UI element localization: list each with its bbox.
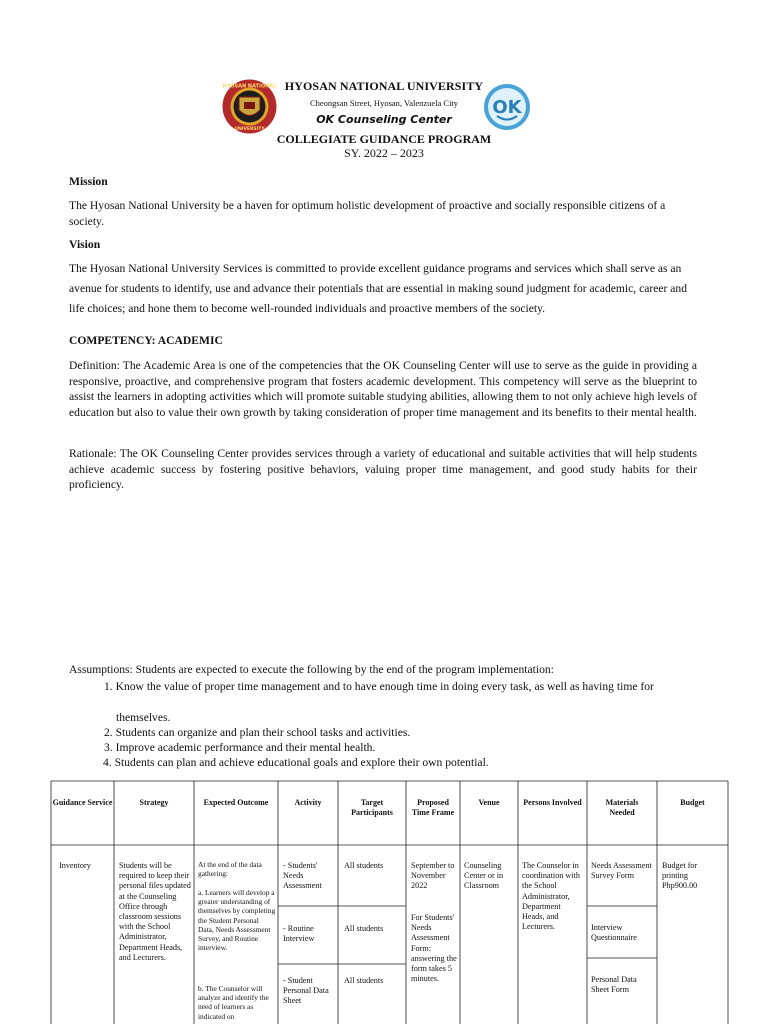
assumption-item-1-cont: themselves. xyxy=(116,711,171,724)
cell-guidance-service: Inventory xyxy=(59,861,91,870)
mission-heading: Mission xyxy=(69,175,108,188)
col-header-activity: Activity xyxy=(294,798,322,807)
col-header-target-participants: Target Participants xyxy=(351,798,393,817)
cell-participants-3: All students xyxy=(344,976,384,985)
col-header-time-frame: Proposed Time Frame xyxy=(411,798,455,817)
cell-activity-1: - Students' Needs Assessment xyxy=(283,861,322,891)
cell-activity-3: - Student Personal Data Sheet xyxy=(283,976,329,1006)
svg-text:HYOSAN NATIONAL: HYOSAN NATIONAL xyxy=(222,83,277,90)
center-name: OK Counseling Center xyxy=(316,113,452,126)
school-year: SY. 2022 – 2023 xyxy=(344,146,424,160)
col-header-budget: Budget xyxy=(680,798,705,807)
university-address: Cheongsan Street, Hyosan, Valenzuela City xyxy=(309,98,459,108)
assumption-item-1: 1. Know the value of proper time management and to have enough time in doing every task, as well as having time for xyxy=(104,680,654,693)
cell-strategy: Students will be required to keep their personal files updated at the Counseling Office through classroom sessions with the School Administrator, Department Heads, and Lecturers. xyxy=(119,861,191,962)
col-header-expected-outcome: Expected Outcome xyxy=(203,798,269,807)
svg-text:OK: OK xyxy=(492,97,522,118)
cell-participants-1: All students xyxy=(344,861,384,870)
cell-time-frame-note: For Students' Needs Assessment Form: answering the form takes 5 minutes. xyxy=(411,913,457,984)
cell-venue: Counseling Center or in Classroom xyxy=(464,861,504,891)
cell-outcome-intro: At the end of the data gathering: xyxy=(198,860,262,879)
vision-text: The Hyosan National University Services is committed to provide excellent guidance programs and services which shall serve as an avenue for students to identify, use and advance their potentials that are essential in making sound judgment for academic, career and life choices; and hone them to become well-rounded individuals and proactive members of the society. xyxy=(69,262,688,315)
cell-budget: Budget for printing Php900.00 xyxy=(662,861,698,891)
cell-time-frame: September to November 2022 xyxy=(411,861,455,891)
cell-materials-3: Personal Data Sheet Form xyxy=(591,975,637,995)
cell-activity-2: - Routine Interview xyxy=(283,924,315,944)
assumptions-intro: Assumptions: Students are expected to execute the following by the end of the program implementation: xyxy=(69,663,554,676)
assumption-item-3: 3. Improve academic performance and their mental health. xyxy=(104,741,376,754)
assumption-item-4: 4. Students can plan and achieve educational goals and explore their own potential. xyxy=(103,756,489,769)
program-title: COLLEGIATE GUIDANCE PROGRAM xyxy=(276,132,492,146)
assumption-item-2: 2. Students can organize and plan their school tasks and activities. xyxy=(104,726,411,739)
col-header-venue: Venue xyxy=(478,798,500,807)
cell-outcome-b: b. The Counselor will analyze and identify the need of learners as indicated on xyxy=(198,984,269,1021)
cell-persons-involved: The Counselor in coordination with the School Administrator, Department Heads, and Lecturers. xyxy=(522,861,580,932)
col-header-persons-involved: Persons Involved xyxy=(523,798,582,807)
col-header-guidance-service: Guidance Service xyxy=(52,798,113,807)
mission-text: The Hyosan National University be a haven for optimum holistic development of proactive and socially responsible citizens of a society. xyxy=(69,199,666,228)
col-header-strategy: Strategy xyxy=(139,798,169,807)
competency-heading: COMPETENCY: ACADEMIC xyxy=(69,334,223,347)
svg-text:UNIVERSITY: UNIVERSITY xyxy=(234,127,265,132)
cell-outcome-a: a. Learners will develop a greater understanding of themselves by completing the Student Personal Data, Needs Assessment Survey, and Routine interview. xyxy=(198,888,276,953)
cell-materials-1: Needs Assessment Survey Form xyxy=(591,861,652,881)
competency-definition: Definition: The Academic Area is one of the competencies that the OK Counseling Center will use to serve as the guide in providing a responsive, proactive, and comprehensive program that fosters academic development. This competency will serve as the blueprint to assist the learners in adopting activities which will promote suitable studying abilities, allowing them to not only achieve high levels of education but also to value their own growth by taking consideration of proper time management and its benefits to their mental health. xyxy=(69,359,697,419)
competency-rationale: Rationale: The OK Counseling Center provides services through a variety of educational and suitable activities that will help students achieve academic success by fostering positive behaviors, valuing proper time management, and good study habits for their proficiency. xyxy=(69,447,697,491)
cell-materials-2: Interview Questionnaire xyxy=(591,923,637,943)
university-name: HYOSAN NATIONAL UNIVERSITY xyxy=(284,79,484,93)
vision-heading: Vision xyxy=(69,238,101,251)
cell-participants-2: All students xyxy=(344,924,384,933)
col-header-materials-needed: Materials Needed xyxy=(605,798,639,817)
